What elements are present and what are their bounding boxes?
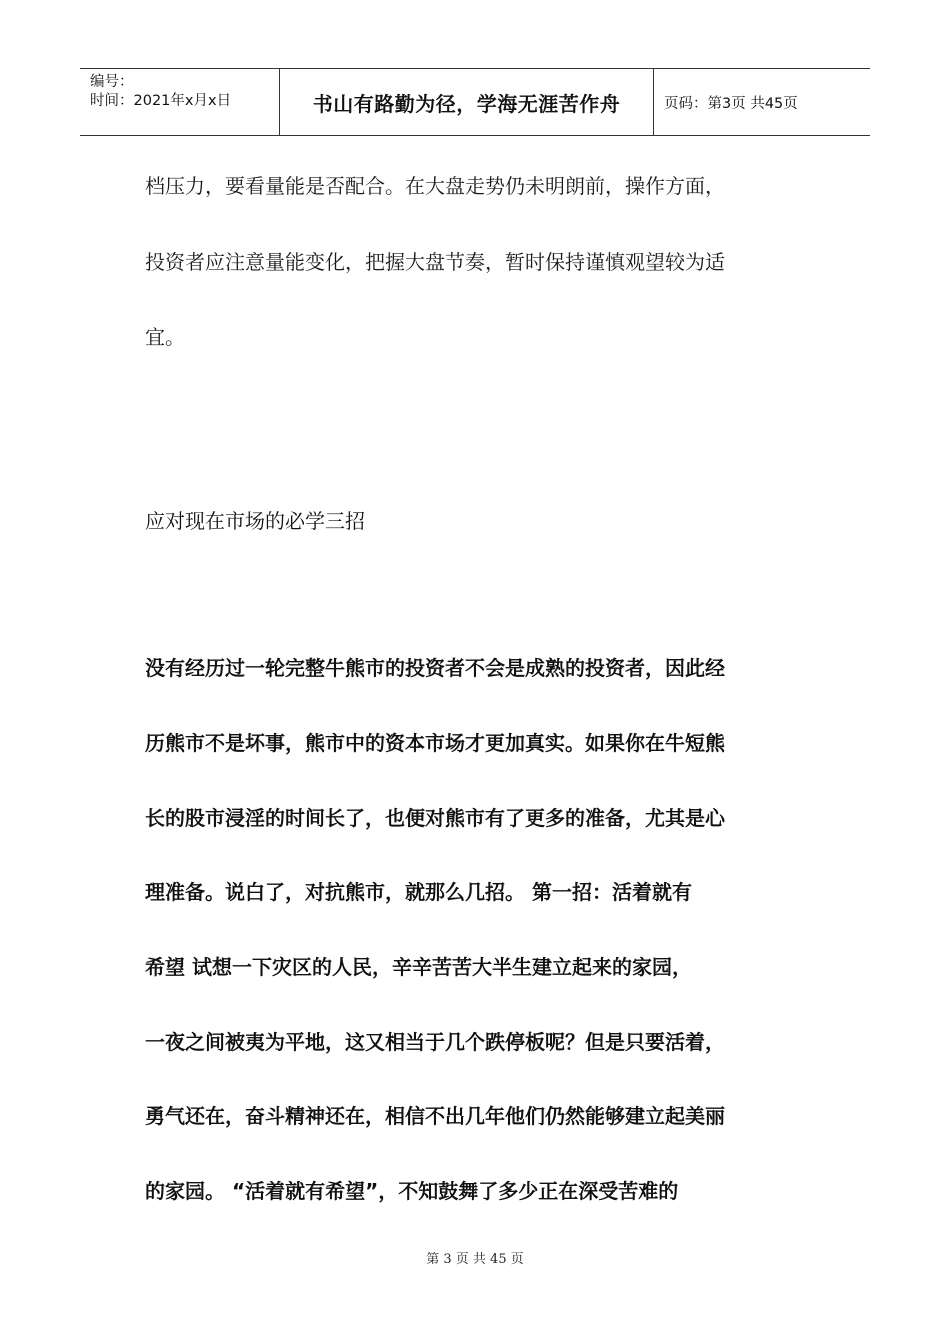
text-line: 勇气还在，奋斗精神还在，相信不出几年他们仍然能够建立起美丽 (145, 1104, 725, 1128)
text-line: 理准备。说白了，对抗熊市，就那么几招。 第一招：活着就有 (145, 880, 692, 904)
text-line: 长的股市浸淫的时间长了，也便对熊市有了更多的准备，尤其是心 (145, 806, 725, 830)
section-heading: 应对现在市场的必学三招 (145, 509, 365, 533)
text-line: 希望 试想一下灾区的人民，辛辛苦苦大半生建立起来的家园， (145, 955, 692, 979)
document-number-label: 编号： (90, 74, 134, 90)
document-date: 时间：2021年x月x日 (90, 93, 232, 109)
text-line: 宜。 (145, 325, 185, 349)
page-header (80, 68, 870, 136)
header-motto: 书山有路勤为径，学海无涯苦作舟 (280, 69, 654, 135)
text-line: 历熊市不是坏事，熊市中的资本市场才更加真实。如果你在牛短熊 (145, 731, 725, 755)
text-line: 的家园。 “活着就有希望”，不知鼓舞了多少正在深受苦难的 (145, 1179, 679, 1203)
text-line: 投资者应注意量能变化，把握大盘节奏，暂时保持谨慎观望较为适 (145, 250, 725, 274)
text-line: 档压力，要看量能是否配合。在大盘走势仍未明朗前，操作方面， (145, 174, 725, 198)
page-footer: 第 3 页 共 45 页 (426, 1252, 524, 1267)
header-meta (80, 69, 280, 135)
header-page-info: 页码：第3页 共45页 (664, 95, 798, 112)
text-line: 没有经历过一轮完整牛熊市的投资者不会是成熟的投资者，因此经 (145, 656, 725, 680)
text-line: 一夜之间被夷为平地，这又相当于几个跌停板呢？但是只要活着， (145, 1030, 725, 1054)
